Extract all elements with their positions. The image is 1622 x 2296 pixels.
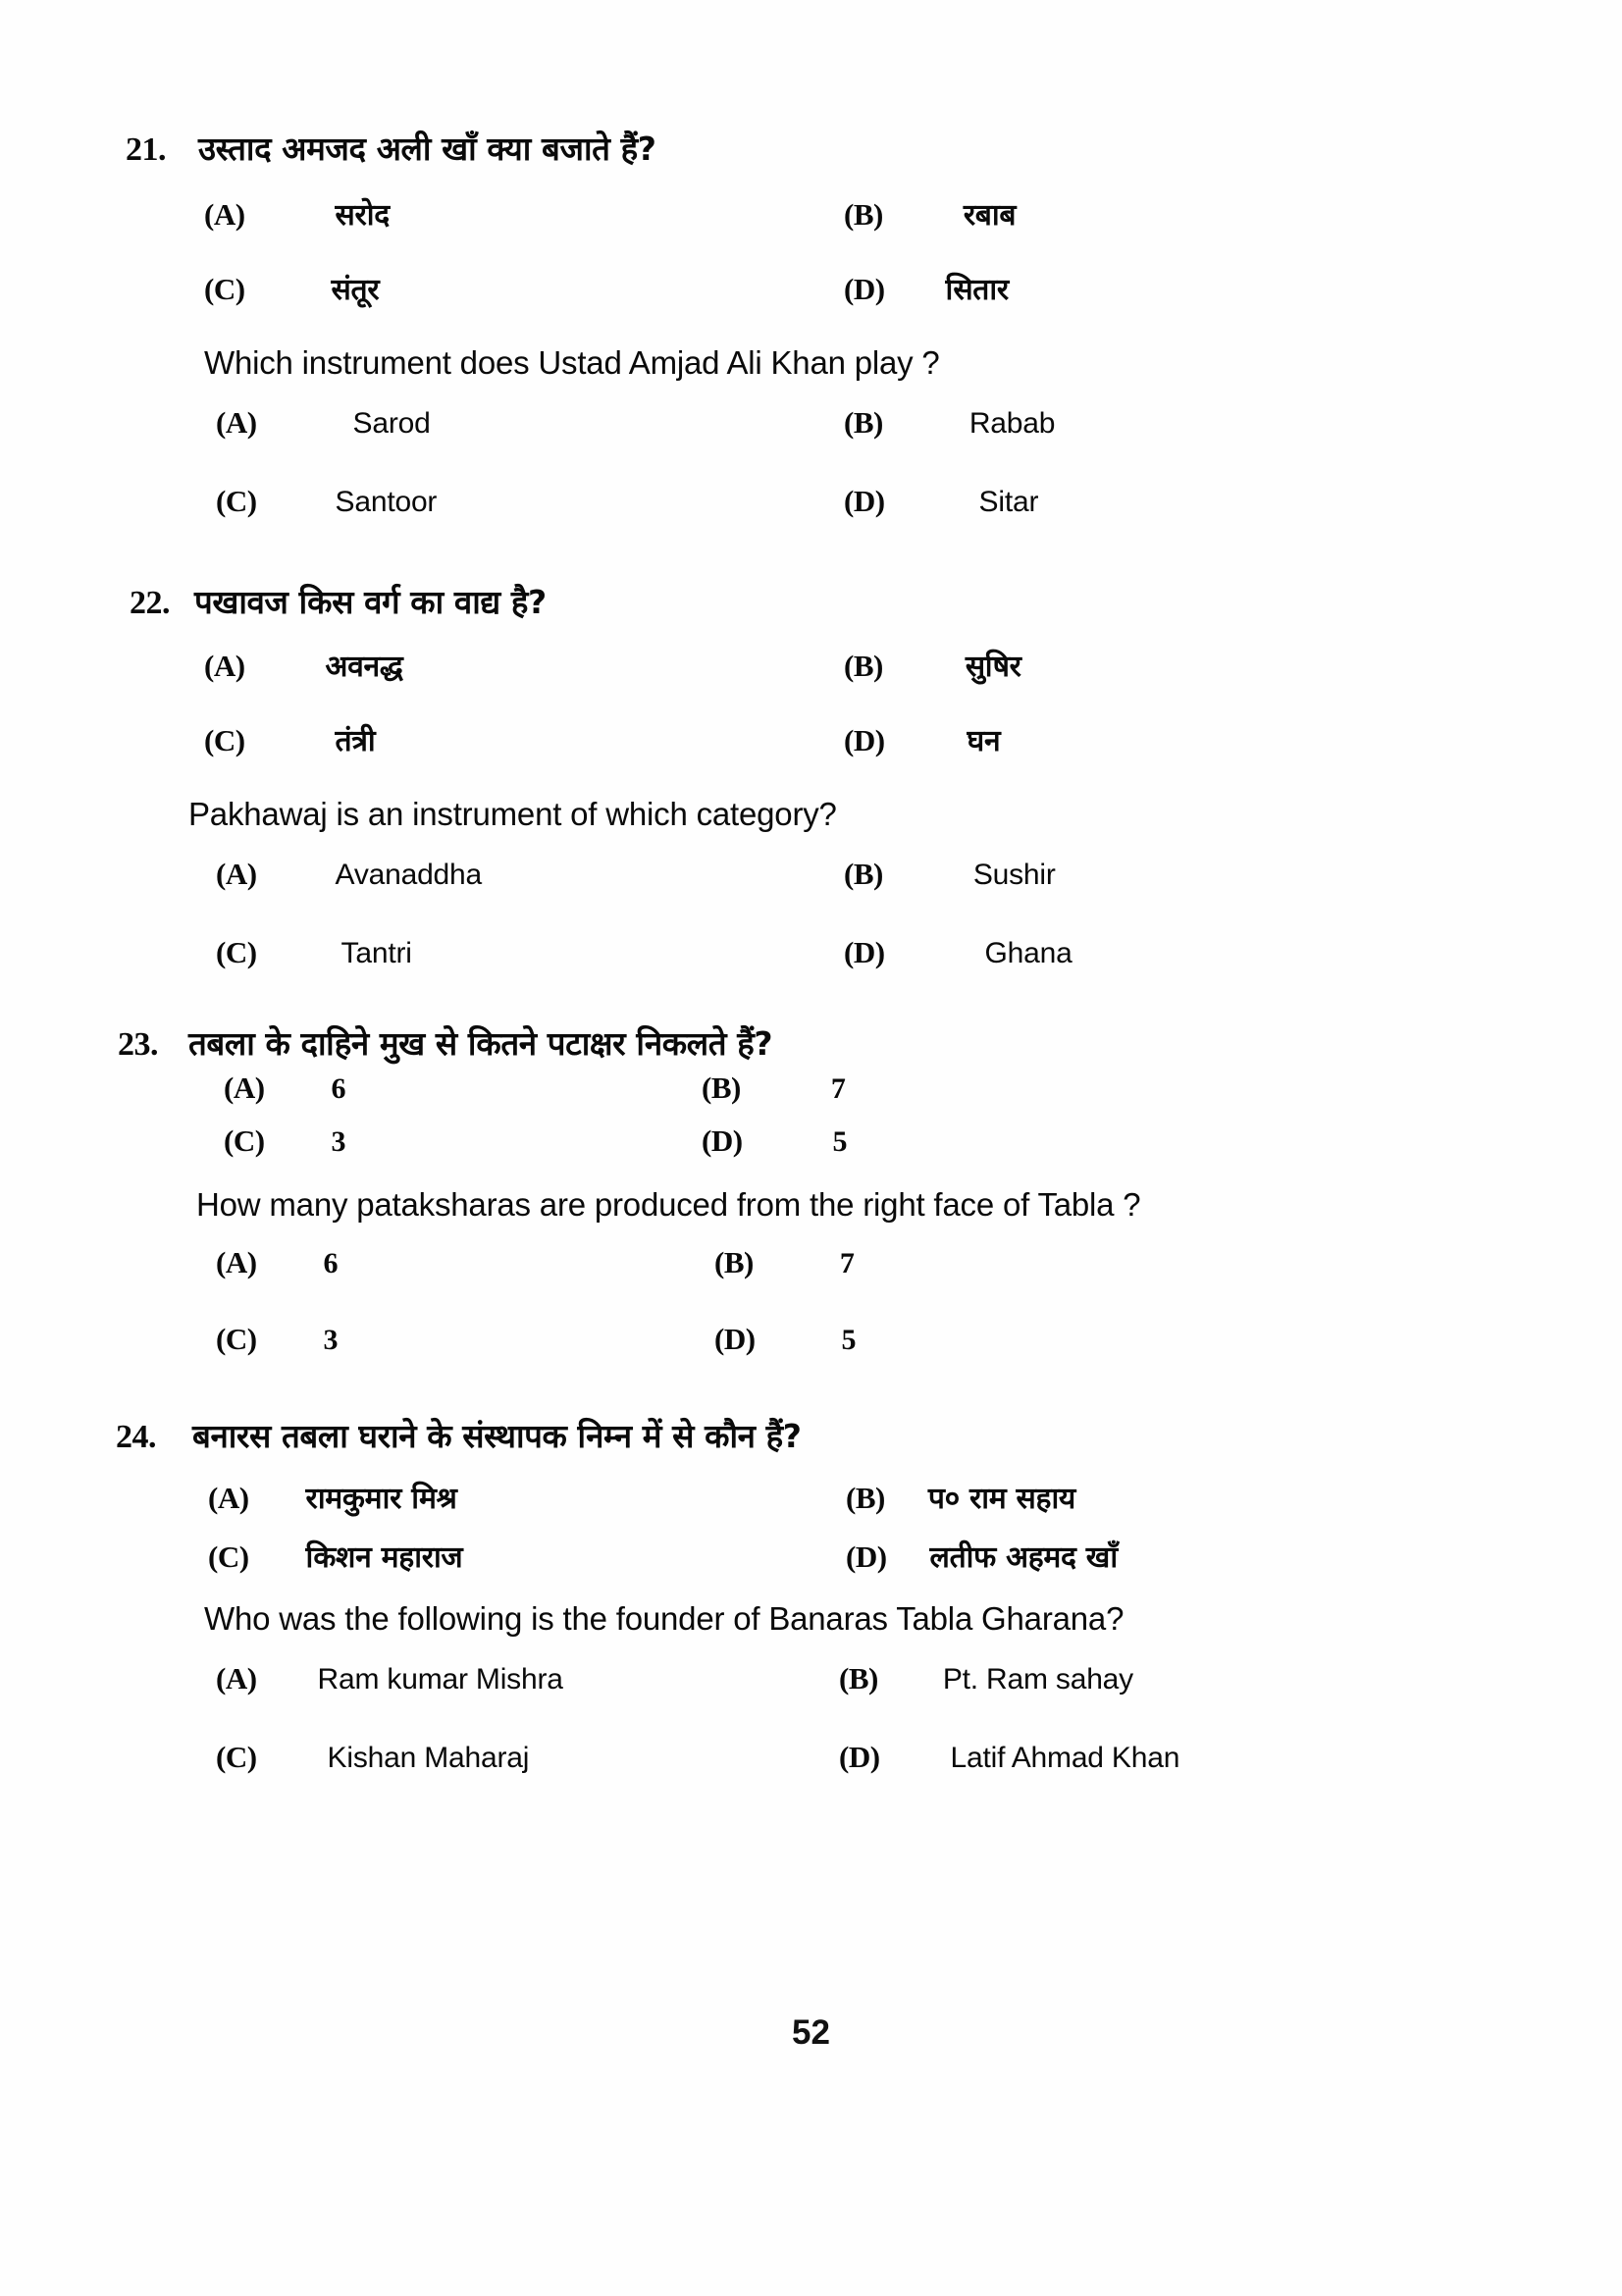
question-21-english-options-row-1 — [0, 405, 1622, 462]
option-key: (A) — [216, 405, 257, 440]
option-value: रबाब — [963, 198, 1017, 233]
question-22-hindi-option-a[interactable] — [204, 645, 403, 685]
question-22-english-option-a[interactable] — [216, 857, 482, 892]
question-24-hindi-text: बनारस तबला घराने के संस्थापक निम्न में से कौन हैं? — [192, 1417, 802, 1455]
question-22-hindi-option-c[interactable] — [204, 719, 375, 759]
option-value: अवनद्ध — [325, 650, 403, 684]
question-23-english-options-row-1 — [0, 1245, 1622, 1302]
option-value: 5 — [841, 1324, 857, 1356]
page-number: 52 — [792, 2013, 830, 2052]
option-key: (B) — [844, 405, 883, 440]
question-21-english-heading — [0, 344, 1622, 382]
question-21-hindi-options-row-1 — [0, 193, 1622, 250]
question-23-hindi-option-d[interactable] — [702, 1123, 848, 1159]
question-23-english-option-b[interactable] — [714, 1245, 855, 1280]
option-key: (D) — [844, 484, 885, 518]
question-22-english-option-d[interactable] — [844, 935, 1073, 970]
question-23-hindi-heading — [0, 1020, 1622, 1065]
question-24-hindi-option-a[interactable] — [208, 1477, 457, 1517]
option-value: Ghana — [984, 937, 1073, 969]
option-value: Latif Ahmad Khan — [950, 1742, 1180, 1774]
option-value: 6 — [323, 1247, 339, 1279]
question-23-hindi-option-c[interactable] — [224, 1123, 346, 1159]
question-22-hindi-heading — [0, 579, 1622, 623]
question-24-hindi-options-row-1 — [0, 1477, 1622, 1528]
option-value: घन — [967, 724, 1001, 758]
question-21-hindi-text: उस्ताद अमजद अली खाँ क्या बजाते हैं? — [198, 130, 656, 168]
question-24-number: 24. — [116, 1419, 156, 1455]
question-22-english-option-b[interactable] — [844, 857, 1056, 892]
question-21-number: 21. — [126, 131, 166, 168]
question-24-hindi-option-b[interactable] — [846, 1477, 1075, 1517]
question-24-english-options-row-1 — [0, 1661, 1622, 1718]
question-21-hindi-options-row-2 — [0, 268, 1622, 325]
option-key: (B) — [844, 857, 883, 891]
question-22-number: 22. — [130, 585, 170, 621]
question-21-english-options-row-2 — [0, 484, 1622, 541]
option-key: (D) — [844, 723, 885, 757]
option-key: (A) — [208, 1481, 249, 1515]
option-value: 6 — [331, 1072, 346, 1105]
option-value: तंत्री — [335, 724, 376, 758]
option-key: (C) — [216, 1322, 257, 1356]
option-key: (A) — [224, 1070, 265, 1105]
question-24-english-option-c[interactable] — [216, 1740, 529, 1775]
option-value: 3 — [331, 1125, 346, 1158]
option-value: संतूर — [331, 273, 380, 307]
question-23-english-option-c[interactable] — [216, 1322, 339, 1357]
option-value: Sarod — [352, 407, 431, 440]
option-value: Ram kumar Mishra — [317, 1663, 563, 1696]
question-21-hindi-option-a[interactable] — [204, 193, 390, 234]
option-key: (D) — [844, 935, 885, 969]
question-21-english-option-c[interactable] — [216, 484, 437, 519]
question-23-hindi-option-b[interactable] — [702, 1070, 846, 1106]
question-24-english-heading — [0, 1600, 1622, 1638]
option-key: (D) — [702, 1123, 743, 1158]
question-22-hindi-options-row-1 — [0, 645, 1622, 702]
option-key: (C) — [204, 272, 245, 306]
option-value: 7 — [830, 1072, 846, 1105]
option-value: Rabab — [968, 407, 1056, 440]
option-value: सितार — [945, 273, 1009, 307]
option-value: 3 — [323, 1324, 339, 1356]
question-22-english-heading — [0, 796, 1622, 833]
question-24-english-option-b[interactable] — [839, 1661, 1133, 1696]
option-value: सरोद — [335, 198, 390, 233]
option-value: सुषिर — [965, 650, 1021, 684]
question-24-hindi-heading — [0, 1413, 1622, 1457]
question-21-english-text: Which instrument does Ustad Amjad Ali Khan play ? — [204, 344, 940, 381]
option-key: (B) — [846, 1481, 885, 1515]
option-key: (D) — [846, 1539, 887, 1574]
question-block-23 — [0, 1020, 1622, 1379]
option-key: (C) — [224, 1123, 265, 1158]
option-key: (D) — [844, 272, 885, 306]
option-value: प० राम सहाय — [927, 1482, 1076, 1516]
option-key: (C) — [216, 1740, 257, 1774]
option-key: (B) — [714, 1245, 754, 1279]
question-21-hindi-option-b[interactable] — [844, 193, 1016, 234]
question-23-english-option-d[interactable] — [714, 1322, 857, 1357]
question-22-english-options-row-2 — [0, 935, 1622, 992]
question-22-english-option-c[interactable] — [216, 935, 412, 970]
option-key: (B) — [844, 197, 883, 232]
question-22-english-options-row-1 — [0, 857, 1622, 913]
option-key: (C) — [216, 484, 257, 518]
option-value: Sitar — [978, 486, 1039, 518]
option-value: लतीफ अहमद खाँ — [929, 1540, 1118, 1575]
question-23-hindi-option-a[interactable] — [224, 1070, 346, 1106]
question-23-english-option-a[interactable] — [216, 1245, 339, 1280]
question-21-english-option-b[interactable] — [844, 405, 1055, 441]
option-key: (B) — [702, 1070, 741, 1105]
question-24-english-text: Who was the following is the founder of Banaras Tabla Gharana? — [204, 1600, 1125, 1637]
option-value: Santoor — [335, 486, 438, 518]
option-key: (A) — [216, 1661, 257, 1696]
option-key: (A) — [204, 649, 245, 683]
question-22-hindi-text: पखावज किस वर्ग का वाद्य है? — [194, 583, 547, 621]
question-24-hindi-option-c[interactable] — [208, 1536, 462, 1576]
option-value: 7 — [839, 1247, 855, 1279]
question-24-english-option-d[interactable] — [839, 1740, 1179, 1775]
question-23-number: 23. — [118, 1026, 158, 1063]
option-key: (C) — [216, 935, 257, 969]
option-key: (B) — [839, 1661, 878, 1696]
option-value: Tantri — [340, 937, 412, 969]
question-24-english-options-row-2 — [0, 1740, 1622, 1797]
question-23-hindi-options-row-2 — [0, 1123, 1622, 1176]
question-21-hindi-option-c[interactable] — [204, 268, 379, 308]
option-value: Sushir — [972, 859, 1056, 891]
option-key: (D) — [714, 1322, 756, 1356]
option-key: (A) — [204, 197, 245, 232]
question-block-21 — [0, 126, 1622, 541]
question-block-24 — [0, 1413, 1622, 1797]
question-24-english-option-a[interactable] — [216, 1661, 563, 1696]
question-22-hindi-option-b[interactable] — [844, 645, 1021, 685]
option-key: (C) — [204, 723, 245, 757]
option-value: 5 — [832, 1125, 848, 1158]
option-value: किशन महाराज — [305, 1540, 463, 1575]
question-23-english-heading — [0, 1186, 1622, 1224]
option-value: Avanaddha — [335, 859, 483, 891]
question-21-english-option-d[interactable] — [844, 484, 1038, 519]
question-23-hindi-options-row-1 — [0, 1070, 1622, 1123]
question-23-hindi-text: तबला के दाहिने मुख से कितने पटाक्षर निकलते हैं? — [188, 1024, 773, 1063]
question-23-english-options-row-2 — [0, 1322, 1622, 1379]
option-key: (D) — [839, 1740, 880, 1774]
option-value: Kishan Maharaj — [327, 1742, 530, 1774]
question-24-hindi-options-row-2 — [0, 1536, 1622, 1587]
question-22-hindi-option-d[interactable] — [844, 719, 1000, 759]
question-22-english-text: Pakhawaj is an instrument of which category? — [188, 796, 837, 832]
option-value: Pt. Ram sahay — [942, 1663, 1133, 1696]
question-23-english-text: How many pataksharas are produced from the right face of Tabla ? — [196, 1186, 1141, 1223]
question-21-english-option-a[interactable] — [216, 405, 431, 441]
option-key: (A) — [216, 1245, 257, 1279]
option-key: (B) — [844, 649, 883, 683]
option-key: (A) — [216, 857, 257, 891]
question-block-22 — [0, 579, 1622, 992]
option-value: रामकुमार मिश्र — [305, 1482, 457, 1516]
question-24-hindi-option-d[interactable] — [846, 1536, 1118, 1576]
question-22-hindi-options-row-2 — [0, 719, 1622, 776]
question-21-hindi-option-d[interactable] — [844, 268, 1009, 308]
option-key: (C) — [208, 1539, 249, 1574]
question-21-hindi-heading — [0, 126, 1622, 170]
